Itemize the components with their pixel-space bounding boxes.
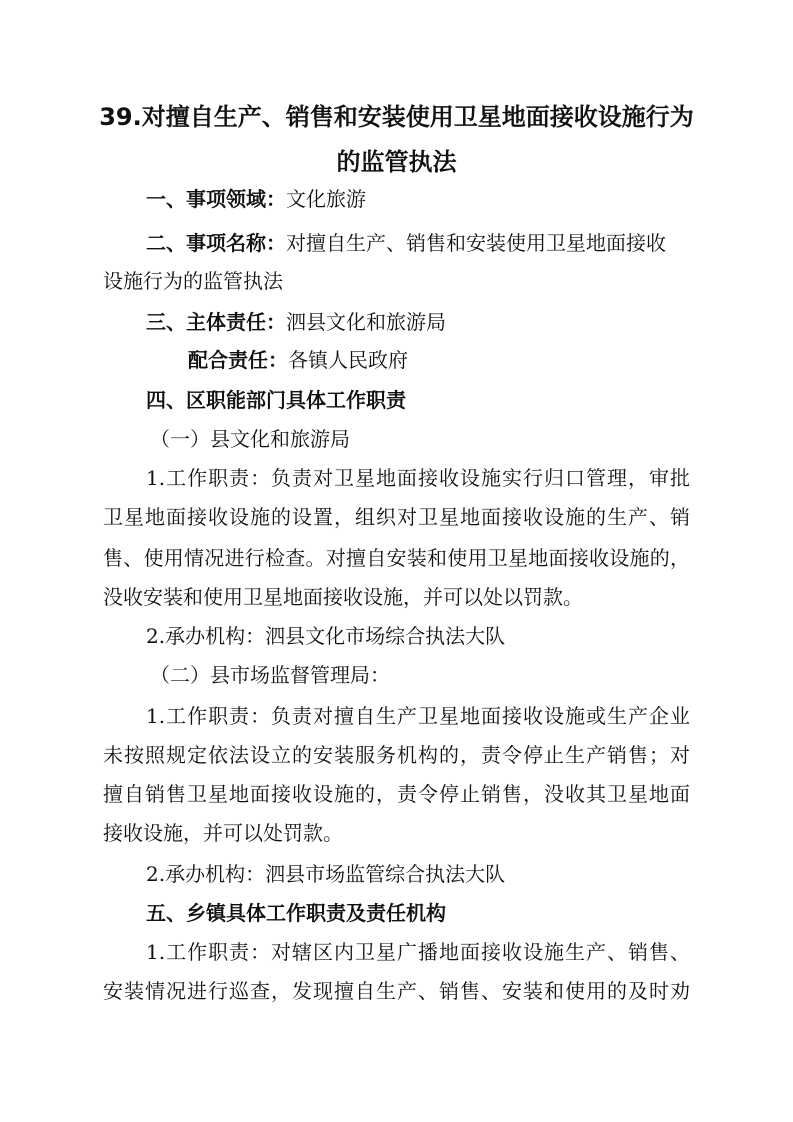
- item-field-label: 一、事项领域：: [146, 187, 286, 211]
- sub1-duty-line: 1.工作职责：负责对卫星地面接收设施实行归口管理，审批: [146, 466, 690, 490]
- subsection-1-heading: （一）县文化和旅游局: [150, 427, 350, 451]
- assist-responsibility-label: 配合责任：: [188, 348, 288, 372]
- sub1-duty-line: 售、使用情况进行检查。对擅自安装和使用卫星地面接收设施的，: [103, 546, 690, 570]
- main-responsibility-value: 泗县文化和旅游局: [286, 310, 446, 334]
- assist-responsibility-value: 各镇人民政府: [288, 348, 408, 372]
- section-5-heading: 五、乡镇具体工作职责及责任机构: [146, 901, 446, 925]
- sub1-duty-line: 没收安装和使用卫星地面接收设施，并可以处以罚款。: [103, 585, 583, 609]
- item-name-row: [146, 228, 690, 258]
- sub1-duty-line: 卫星地面接收设施的设置，组织对卫星地面接收设施的生产、销: [103, 505, 690, 529]
- sub2-duty-line: 1.工作职责：负责对擅自生产卫星地面接收设施或生产企业: [146, 704, 690, 728]
- item-name-value-line-1: 对擅自生产、销售和安装使用卫星地面接收: [286, 231, 666, 255]
- section-4-heading: 四、区职能部门具体工作职责: [146, 388, 406, 412]
- item-name-value-line-2: 设施行为的监管执法: [103, 269, 283, 293]
- document-title-line-1: 39.对擅自生产、销售和安装使用卫星地面接收设施行为: [99, 103, 694, 131]
- sub2-agency: 2.承办机构：泗县市场监管综合执法大队: [146, 862, 506, 886]
- section-5-line: 1.工作职责：对辖区内卫星广播地面接收设施生产、销售、: [146, 940, 690, 964]
- subsection-2-heading: （二）县市场监督管理局：: [150, 663, 390, 687]
- item-field-value: 文化旅游: [286, 187, 366, 211]
- assist-responsibility-row: [188, 345, 690, 375]
- section-5-line: 安装情况进行巡查，发现擅自生产、销售、安装和使用的及时劝: [103, 979, 690, 1003]
- item-field-row: [146, 184, 690, 214]
- sub1-agency: 2.承办机构：泗县文化市场综合执法大队: [146, 624, 506, 648]
- sub2-duty-line: 接收设施，并可以处罚款。: [103, 821, 343, 845]
- main-responsibility-row: [146, 307, 690, 337]
- main-responsibility-label: 三、主体责任：: [146, 310, 286, 334]
- item-name-label: 二、事项名称：: [146, 231, 286, 255]
- sub2-duty-line: 未按照规定依法设立的安装服务机构的，责令停止生产销售；对: [103, 743, 690, 767]
- document-title-line-2: 的监管执法: [336, 148, 457, 176]
- sub2-duty-line: 擅自销售卫星地面接收设施的，责令停止销售，没收其卫星地面: [103, 782, 690, 806]
